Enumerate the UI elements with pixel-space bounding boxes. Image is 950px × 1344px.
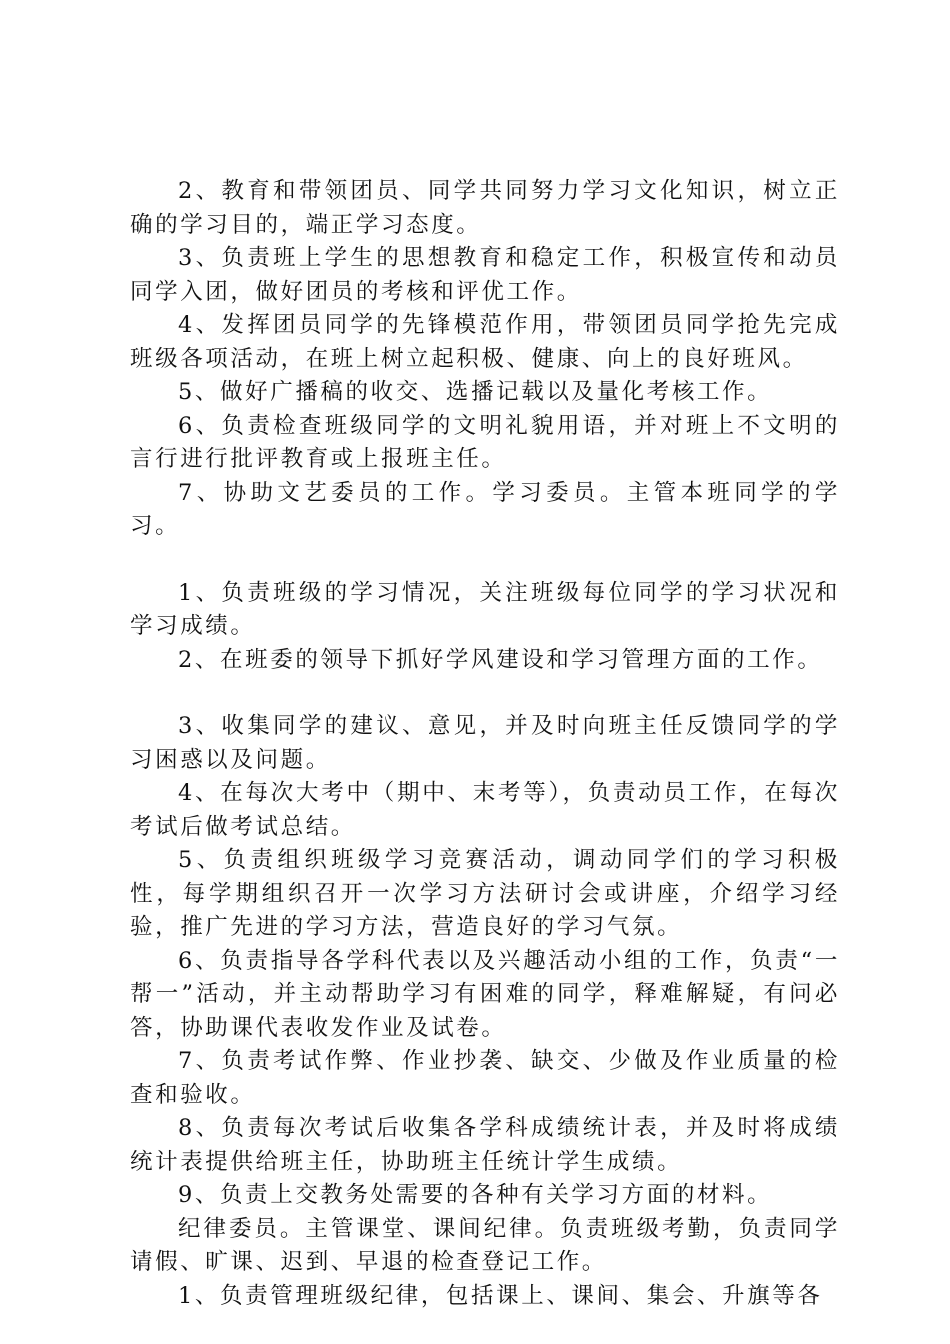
paragraph: 6、负责检查班级同学的文明礼貌用语，并对班上不文明的言行进行批评教育或上报班主任。 — [130, 412, 840, 472]
paragraph: 7、负责考试作弊、作业抄袭、缺交、少做及作业质量的检查和验收。 — [130, 1048, 840, 1108]
paragraph-spacer — [130, 544, 840, 577]
paragraph-spacer — [130, 677, 840, 710]
paragraph: 2、在班委的领导下抓好学风建设和学习管理方面的工作。 — [178, 646, 823, 673]
paragraph: 4、发挥团员同学的先锋模范作用，带领团员同学抢先完成班级各项活动，在班上树立起积极、健康、向上的良好班风。 — [130, 312, 840, 372]
paragraph: 纪律委员。主管课堂、课间纪律。负责班级考勤，负责同学请假、旷课、迟到、早退的检查登记工作。 — [130, 1215, 840, 1275]
paragraph: 6、负责指导各学科代表以及兴趣活动小组的工作，负责“一帮一”活动，并主动帮助学习有困难的同学，释难解疑，有问必答，协助课代表收发作业及试卷。 — [130, 947, 840, 1041]
paragraph: 4、在每次大考中（期中、末考等），负责动员工作，在每次考试后做考试总结。 — [130, 780, 840, 840]
paragraph: 3、负责班上学生的思想教育和稳定工作，积极宣传和动员同学入团，做好团员的考核和评优工作。 — [130, 245, 840, 305]
paragraph: 1、负责班级的学习情况，关注班级每位同学的学习状况和学习成绩。 — [130, 579, 840, 639]
paragraph: 7、协助文艺委员的工作。学习委员。主管本班同学的学习。 — [130, 479, 840, 539]
document-body — [130, 175, 840, 1313]
paragraph: 1、负责管理班级纪律，包括课上、课间、集会、升旗等各 — [178, 1282, 823, 1309]
paragraph: 5、做好广播稿的收交、选播记载以及量化考核工作。 — [178, 379, 773, 405]
paragraph: 2、教育和带领团员、同学共同努力学习文化知识，树立正确的学习目的，端正学习态度。 — [130, 178, 840, 238]
paragraph: 9、负责上交教务处需要的各种有关学习方面的材料。 — [178, 1182, 773, 1208]
paragraph: 3、收集同学的建议、意见，并及时向班主任反馈同学的学习困惑以及问题。 — [130, 713, 840, 773]
paragraph: 8、负责每次考试后收集各学科成绩统计表，并及时将成绩统计表提供给班主任，协助班主任统计学生成绩。 — [130, 1115, 840, 1175]
paragraph: 5、负责组织班级学习竞赛活动，调动同学们的学习积极性，每学期组织召开一次学习方法研讨会或讲座，介绍学习经验，推广先进的学习方法，营造良好的学习气氛。 — [130, 847, 840, 940]
